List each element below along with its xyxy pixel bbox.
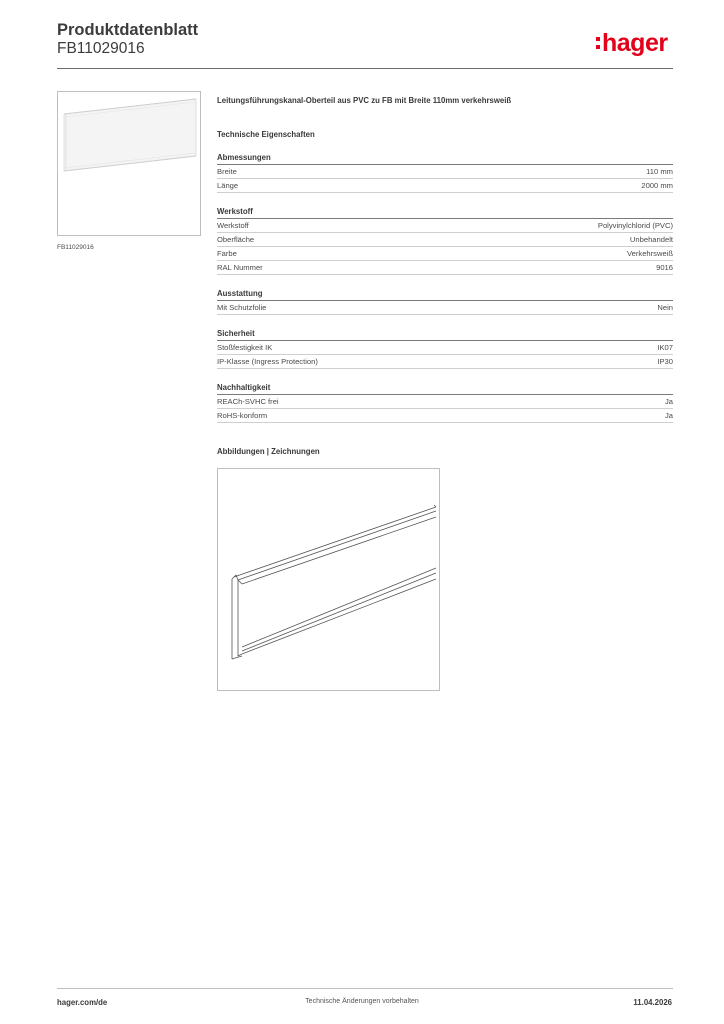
spec-value: Ja — [664, 397, 673, 406]
section-title: Nachhaltigkeit — [217, 383, 673, 395]
spec-row — [217, 409, 673, 423]
spec-value: 110 mm — [646, 167, 673, 176]
section-title: Abmessungen — [217, 153, 673, 165]
section-sustainability — [217, 383, 673, 423]
spec-label: Breite — [217, 167, 237, 176]
spec-row — [217, 355, 673, 369]
logo-colon-icon — [596, 37, 600, 49]
tech-properties-title: Technische Eigenschaften — [217, 130, 315, 139]
spec-value: IP30 — [657, 357, 673, 366]
spec-value: Polyvinylchlorid (PVC) — [597, 221, 673, 230]
product-photo — [58, 92, 200, 235]
spec-label: Länge — [217, 181, 239, 190]
spec-label: REACh-SVHC frei — [217, 397, 279, 406]
section-dimensions — [217, 153, 673, 193]
spec-row — [217, 233, 673, 247]
spec-row — [217, 165, 673, 179]
footer-divider — [57, 988, 673, 989]
spec-label: Werkstoff — [217, 221, 249, 230]
section-title: Werkstoff — [217, 207, 673, 219]
section-equipment — [217, 289, 673, 315]
spec-row — [217, 219, 673, 233]
spec-row — [217, 247, 673, 261]
footer-website-link[interactable]: hager.com/de — [57, 998, 108, 1007]
image-caption: FB11029016 — [57, 244, 94, 251]
figures-title: Abbildungen | Zeichnungen — [217, 447, 320, 456]
section-material — [217, 207, 673, 275]
section-safety — [217, 329, 673, 369]
spec-row — [217, 341, 673, 355]
technical-drawing — [217, 468, 440, 691]
footer-disclaimer: Technische Änderungen vorbehalten — [305, 998, 419, 1005]
spec-value: 2000 mm — [641, 181, 673, 190]
header-divider — [57, 68, 673, 69]
spec-label: RAL Nummer — [217, 263, 263, 272]
spec-label: Stoßfestigkeit IK — [217, 343, 273, 352]
spec-value: Unbehandelt — [629, 235, 673, 244]
spec-value: IK07 — [657, 343, 673, 352]
product-number: FB11029016 — [57, 40, 145, 57]
page-title: Produktdatenblatt — [57, 21, 199, 39]
spec-value: Nein — [657, 303, 673, 312]
product-description: Leitungsführungskanal-Oberteil aus PVC zu FB mit Breite 110mm verkehrsweiß — [217, 96, 512, 105]
spec-label: Farbe — [217, 249, 237, 258]
spec-value: Ja — [664, 411, 673, 420]
spec-label: RoHS-konform — [217, 411, 268, 420]
spec-label: Mit Schutzfolie — [217, 303, 267, 312]
product-details — [217, 96, 673, 456]
spec-value: 9016 — [656, 263, 673, 272]
section-title: Ausstattung — [217, 289, 673, 301]
spec-row — [217, 261, 673, 275]
spec-label: Oberfläche — [217, 235, 255, 244]
spec-row — [217, 395, 673, 409]
spec-label: IP-Klasse (Ingress Protection) — [217, 357, 318, 366]
cable-duct-drawing — [218, 469, 439, 690]
section-title: Sicherheit — [217, 329, 673, 341]
logo-text: hager — [602, 29, 668, 57]
spec-row — [217, 179, 673, 193]
product-image — [57, 91, 201, 236]
spec-row — [217, 301, 673, 315]
footer-date: 11.04.2026 — [633, 998, 672, 1007]
spec-value: Verkehrsweiß — [627, 249, 673, 258]
hager-logo — [596, 29, 668, 57]
